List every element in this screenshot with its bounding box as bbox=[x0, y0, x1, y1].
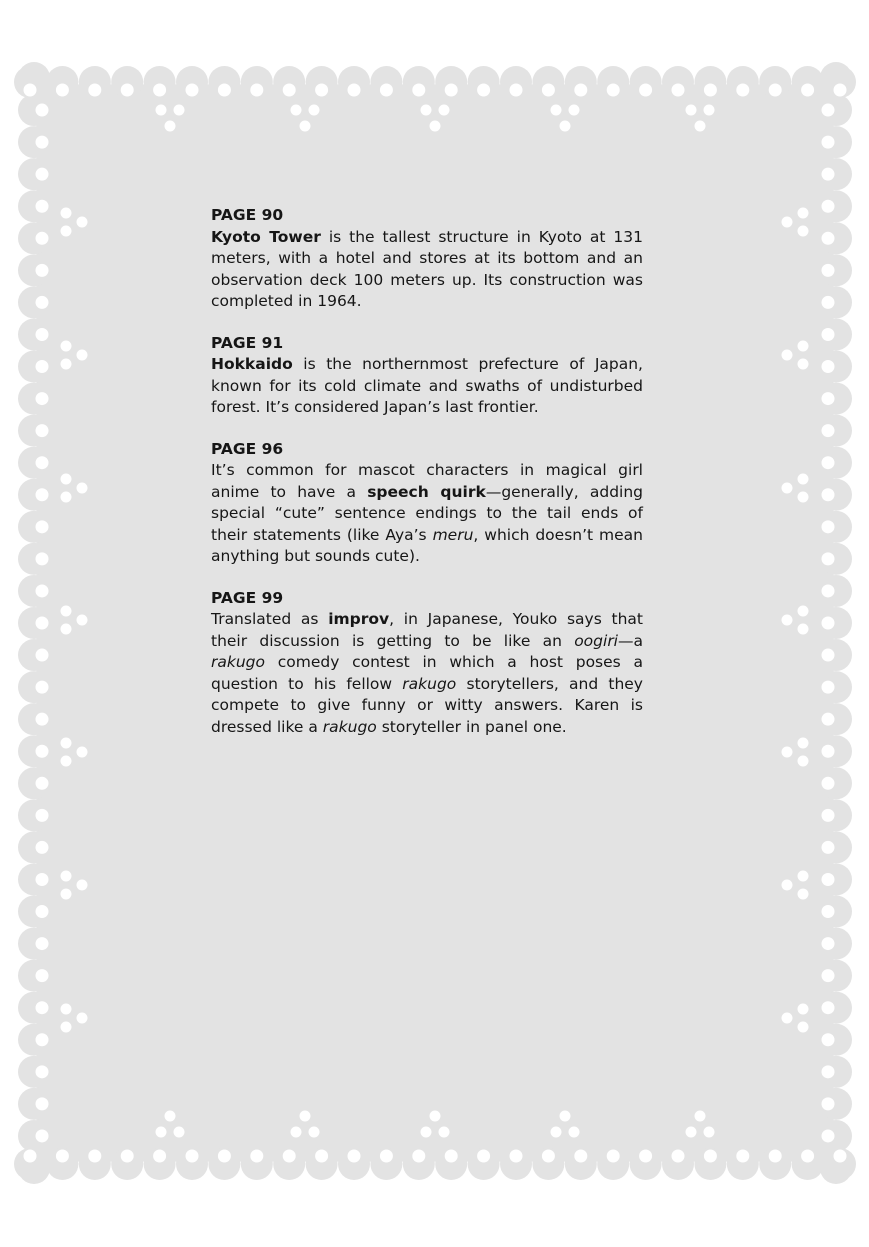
lace-dot bbox=[798, 1004, 809, 1015]
lace-dot bbox=[798, 226, 809, 237]
perforation-hole bbox=[24, 84, 37, 97]
perforation-hole bbox=[36, 424, 49, 437]
perforation-hole bbox=[822, 232, 835, 245]
perforation-hole bbox=[704, 84, 717, 97]
perforation-hole bbox=[36, 584, 49, 597]
lace-dot bbox=[798, 492, 809, 503]
lace-dot bbox=[61, 738, 72, 749]
perforation-hole bbox=[36, 168, 49, 181]
perforation-hole bbox=[477, 1150, 490, 1163]
lace-dot bbox=[61, 624, 72, 635]
lace-dot bbox=[695, 1111, 706, 1122]
lace-dot bbox=[77, 880, 88, 891]
perforation-hole bbox=[672, 1150, 685, 1163]
lace-dot bbox=[704, 105, 715, 116]
lace-dot bbox=[61, 889, 72, 900]
perforation-hole bbox=[36, 713, 49, 726]
lace-dot bbox=[439, 1127, 450, 1138]
perforation-hole bbox=[822, 296, 835, 309]
note-term: speech quirk bbox=[367, 482, 486, 501]
lace-dot bbox=[798, 606, 809, 617]
perforation-hole bbox=[822, 264, 835, 277]
perforation-hole bbox=[822, 841, 835, 854]
perforation-hole bbox=[36, 264, 49, 277]
lace-dot bbox=[77, 1013, 88, 1024]
perforation-hole bbox=[822, 360, 835, 373]
perforation-hole bbox=[822, 136, 835, 149]
perforation-hole bbox=[36, 392, 49, 405]
note-term: improv bbox=[328, 610, 390, 628]
perforation-hole bbox=[542, 84, 555, 97]
lace-dot bbox=[782, 1013, 793, 1024]
lace-dot bbox=[798, 871, 809, 882]
perforation-hole bbox=[477, 84, 490, 97]
note-italic: rakugo bbox=[322, 717, 377, 736]
perforation-hole bbox=[186, 1150, 199, 1163]
perforation-hole bbox=[153, 1150, 166, 1163]
perforation-hole bbox=[36, 552, 49, 565]
perforation-hole bbox=[822, 937, 835, 950]
perforation-hole bbox=[822, 552, 835, 565]
note-body bbox=[211, 227, 643, 313]
perforation-hole bbox=[822, 713, 835, 726]
perforation-hole bbox=[348, 84, 361, 97]
perforation-hole bbox=[56, 1150, 69, 1163]
lace-dot bbox=[430, 1111, 441, 1122]
perforation-hole bbox=[36, 873, 49, 886]
perforation-hole bbox=[36, 1033, 49, 1046]
lace-dot bbox=[782, 747, 793, 758]
lace-dot bbox=[309, 105, 320, 116]
perforation-hole bbox=[822, 681, 835, 694]
perforation-hole bbox=[574, 1150, 587, 1163]
lace-dot bbox=[300, 121, 311, 132]
note-italic: meru bbox=[432, 525, 474, 544]
note-title: PAGE 96 bbox=[211, 439, 284, 458]
perforation-hole bbox=[769, 84, 782, 97]
note-body bbox=[211, 609, 643, 738]
perforation-hole bbox=[607, 84, 620, 97]
note-italic: rakugo bbox=[402, 674, 457, 693]
perforation-hole bbox=[822, 392, 835, 405]
note-text: , in Japanese, Youko says that their discussion is getting to be like an bbox=[211, 610, 643, 650]
lace-dot bbox=[798, 208, 809, 219]
perforation-hole bbox=[121, 1150, 134, 1163]
note-title: PAGE 99 bbox=[211, 588, 284, 607]
note-text: is the northernmost prefecture of Japan, known for its cold climate and swaths of undisturbed forest. It’s considered Japan’s last frontier. bbox=[211, 355, 643, 416]
perforation-hole bbox=[218, 1150, 231, 1163]
lace-dot bbox=[569, 1127, 580, 1138]
note-body bbox=[211, 354, 643, 419]
lace-dot bbox=[782, 615, 793, 626]
lace-dot bbox=[551, 105, 562, 116]
perforation-hole bbox=[704, 1150, 717, 1163]
note-italic: rakugo bbox=[211, 653, 265, 671]
lace-dot bbox=[686, 105, 697, 116]
perforation-hole bbox=[607, 1150, 620, 1163]
lace-dot bbox=[77, 217, 88, 228]
perforation-hole bbox=[36, 905, 49, 918]
lace-dot bbox=[782, 350, 793, 361]
lace-dot bbox=[309, 1127, 320, 1138]
lace-dot bbox=[61, 606, 72, 617]
lace-dot bbox=[695, 121, 706, 132]
perforation-hole bbox=[283, 84, 296, 97]
perforation-hole bbox=[380, 1150, 393, 1163]
note-text: , which doesn’t mean anything but sounds cute). bbox=[211, 525, 643, 565]
perforation-hole bbox=[36, 1097, 49, 1110]
lace-dot bbox=[61, 208, 72, 219]
perforation-hole bbox=[822, 1065, 835, 1078]
perforation-hole bbox=[36, 1065, 49, 1078]
perforation-hole bbox=[822, 488, 835, 501]
perforation-hole bbox=[315, 84, 328, 97]
lace-dot bbox=[439, 105, 450, 116]
perforation-hole bbox=[445, 1150, 458, 1163]
lace-dot bbox=[421, 105, 432, 116]
lace-dot bbox=[551, 1127, 562, 1138]
perforation-hole bbox=[36, 456, 49, 469]
perforation-hole bbox=[822, 745, 835, 758]
note-text: Translated as bbox=[211, 610, 329, 628]
perforation-hole bbox=[822, 1033, 835, 1046]
perforation-hole bbox=[36, 969, 49, 982]
lace-dot bbox=[798, 341, 809, 352]
lace-dot bbox=[61, 871, 72, 882]
perforation-hole bbox=[510, 1150, 523, 1163]
perforation-hole bbox=[36, 1129, 49, 1142]
perforation-hole bbox=[88, 1150, 101, 1163]
perforation-hole bbox=[36, 937, 49, 950]
perforation-hole bbox=[36, 809, 49, 822]
perforation-hole bbox=[121, 84, 134, 97]
lace-dot bbox=[61, 492, 72, 503]
lace-dot bbox=[165, 1111, 176, 1122]
perforation-hole bbox=[822, 328, 835, 341]
perforation-hole bbox=[801, 84, 814, 97]
perforation-hole bbox=[822, 200, 835, 213]
perforation-hole bbox=[822, 520, 835, 533]
perforation-hole bbox=[834, 84, 847, 97]
perforation-hole bbox=[348, 1150, 361, 1163]
note-text: It’s common for mascot characters in magical girl anime to have a bbox=[211, 461, 643, 501]
lace-dot bbox=[430, 121, 441, 132]
lace-dot bbox=[61, 756, 72, 767]
lace-dot bbox=[798, 738, 809, 749]
note-page-90 bbox=[211, 205, 643, 313]
perforation-hole bbox=[736, 1150, 749, 1163]
note-body bbox=[211, 460, 643, 568]
perforation-hole bbox=[822, 168, 835, 181]
lace-dot bbox=[686, 1127, 697, 1138]
perforation-hole bbox=[574, 84, 587, 97]
note-title: PAGE 90 bbox=[211, 206, 284, 224]
lace-dot bbox=[77, 483, 88, 494]
perforation-hole bbox=[36, 777, 49, 790]
perforation-hole bbox=[822, 777, 835, 790]
perforation-hole bbox=[822, 905, 835, 918]
lace-dot bbox=[569, 105, 580, 116]
lace-dot bbox=[77, 747, 88, 758]
perforation-hole bbox=[380, 84, 393, 97]
note-page-96 bbox=[211, 439, 643, 568]
perforation-hole bbox=[822, 1001, 835, 1014]
lace-dot bbox=[704, 1127, 715, 1138]
perforation-hole bbox=[36, 296, 49, 309]
perforation-hole bbox=[36, 1001, 49, 1014]
perforation-hole bbox=[36, 488, 49, 501]
lace-dot bbox=[300, 1111, 311, 1122]
perforation-hole bbox=[769, 1150, 782, 1163]
lace-dot bbox=[798, 624, 809, 635]
perforation-hole bbox=[822, 873, 835, 886]
lace-dot bbox=[421, 1127, 432, 1138]
perforation-hole bbox=[36, 520, 49, 533]
perforation-hole bbox=[88, 84, 101, 97]
lace-dot bbox=[798, 756, 809, 767]
perforation-hole bbox=[250, 84, 263, 97]
perforation-hole bbox=[822, 649, 835, 662]
note-text: —generally, adding special “cute” sentence endings to the tail ends of their statements (like Aya’s bbox=[211, 482, 643, 544]
lace-dot bbox=[156, 1127, 167, 1138]
note-text: is the tallest structure in Kyoto at 131 meters, with a hotel and stores at its bottom and an observation deck 100 meters up. Its construction was completed in 1964. bbox=[211, 227, 643, 310]
perforation-hole bbox=[542, 1150, 555, 1163]
lace-dot bbox=[782, 880, 793, 891]
note-title: PAGE 91 bbox=[211, 333, 284, 352]
lace-dot bbox=[560, 121, 571, 132]
perforation-hole bbox=[283, 1150, 296, 1163]
perforation-hole bbox=[822, 809, 835, 822]
note-italic: oogiri bbox=[574, 631, 618, 650]
perforation-hole bbox=[801, 1150, 814, 1163]
perforation-hole bbox=[36, 328, 49, 341]
lace-dot bbox=[798, 474, 809, 485]
lace-dot bbox=[798, 889, 809, 900]
perforation-hole bbox=[36, 681, 49, 694]
lace-dot bbox=[61, 474, 72, 485]
perforation-hole bbox=[510, 84, 523, 97]
perforation-hole bbox=[639, 84, 652, 97]
lace-dot bbox=[798, 359, 809, 370]
perforation-hole bbox=[639, 1150, 652, 1163]
lace-dot bbox=[782, 217, 793, 228]
perforation-hole bbox=[36, 360, 49, 373]
perforation-hole bbox=[24, 1150, 37, 1163]
perforation-hole bbox=[822, 424, 835, 437]
perforation-hole bbox=[36, 617, 49, 630]
perforation-hole bbox=[153, 84, 166, 97]
notes-content bbox=[211, 205, 643, 758]
lace-dot bbox=[165, 121, 176, 132]
perforation-hole bbox=[822, 969, 835, 982]
perforation-hole bbox=[36, 649, 49, 662]
lace-dot bbox=[798, 1022, 809, 1033]
perforation-hole bbox=[315, 1150, 328, 1163]
lace-dot bbox=[61, 341, 72, 352]
perforation-hole bbox=[186, 84, 199, 97]
lace-dot bbox=[61, 1022, 72, 1033]
perforation-hole bbox=[36, 200, 49, 213]
perforation-hole bbox=[56, 84, 69, 97]
perforation-hole bbox=[36, 745, 49, 758]
note-page-99 bbox=[211, 588, 643, 739]
note-term: Kyoto Tower bbox=[211, 227, 321, 246]
lace-dot bbox=[61, 1004, 72, 1015]
perforation-hole bbox=[445, 84, 458, 97]
perforation-hole bbox=[822, 104, 835, 117]
perforation-hole bbox=[36, 232, 49, 245]
perforation-hole bbox=[36, 841, 49, 854]
lace-dot bbox=[77, 350, 88, 361]
lace-dot bbox=[782, 483, 793, 494]
perforation-hole bbox=[736, 84, 749, 97]
lace-dot bbox=[291, 1127, 302, 1138]
note-text: storytellers, and they compete to give funny or witty answers. Karen is dressed like a bbox=[211, 674, 643, 736]
lace-dot bbox=[156, 105, 167, 116]
perforation-hole bbox=[218, 84, 231, 97]
lace-dot bbox=[61, 226, 72, 237]
perforation-hole bbox=[412, 1150, 425, 1163]
lace-dot bbox=[61, 359, 72, 370]
lace-dot bbox=[291, 105, 302, 116]
perforation-hole bbox=[822, 584, 835, 597]
perforation-hole bbox=[36, 104, 49, 117]
lace-dot bbox=[174, 1127, 185, 1138]
note-text: —a bbox=[618, 631, 643, 650]
note-page-91 bbox=[211, 333, 643, 419]
perforation-hole bbox=[822, 1129, 835, 1142]
perforation-hole bbox=[822, 617, 835, 630]
perforation-hole bbox=[672, 84, 685, 97]
perforation-hole bbox=[412, 84, 425, 97]
perforation-hole bbox=[822, 1097, 835, 1110]
lace-dot bbox=[77, 615, 88, 626]
perforation-hole bbox=[822, 456, 835, 469]
lace-dot bbox=[560, 1111, 571, 1122]
note-text: comedy contest in which a host poses a question to his fellow bbox=[211, 653, 643, 693]
perforation-hole bbox=[36, 136, 49, 149]
lace-dot bbox=[174, 105, 185, 116]
note-text: storyteller in panel one. bbox=[376, 717, 567, 736]
perforation-hole bbox=[834, 1150, 847, 1163]
perforation-hole bbox=[250, 1150, 263, 1163]
note-term: Hokkaido bbox=[211, 355, 293, 373]
